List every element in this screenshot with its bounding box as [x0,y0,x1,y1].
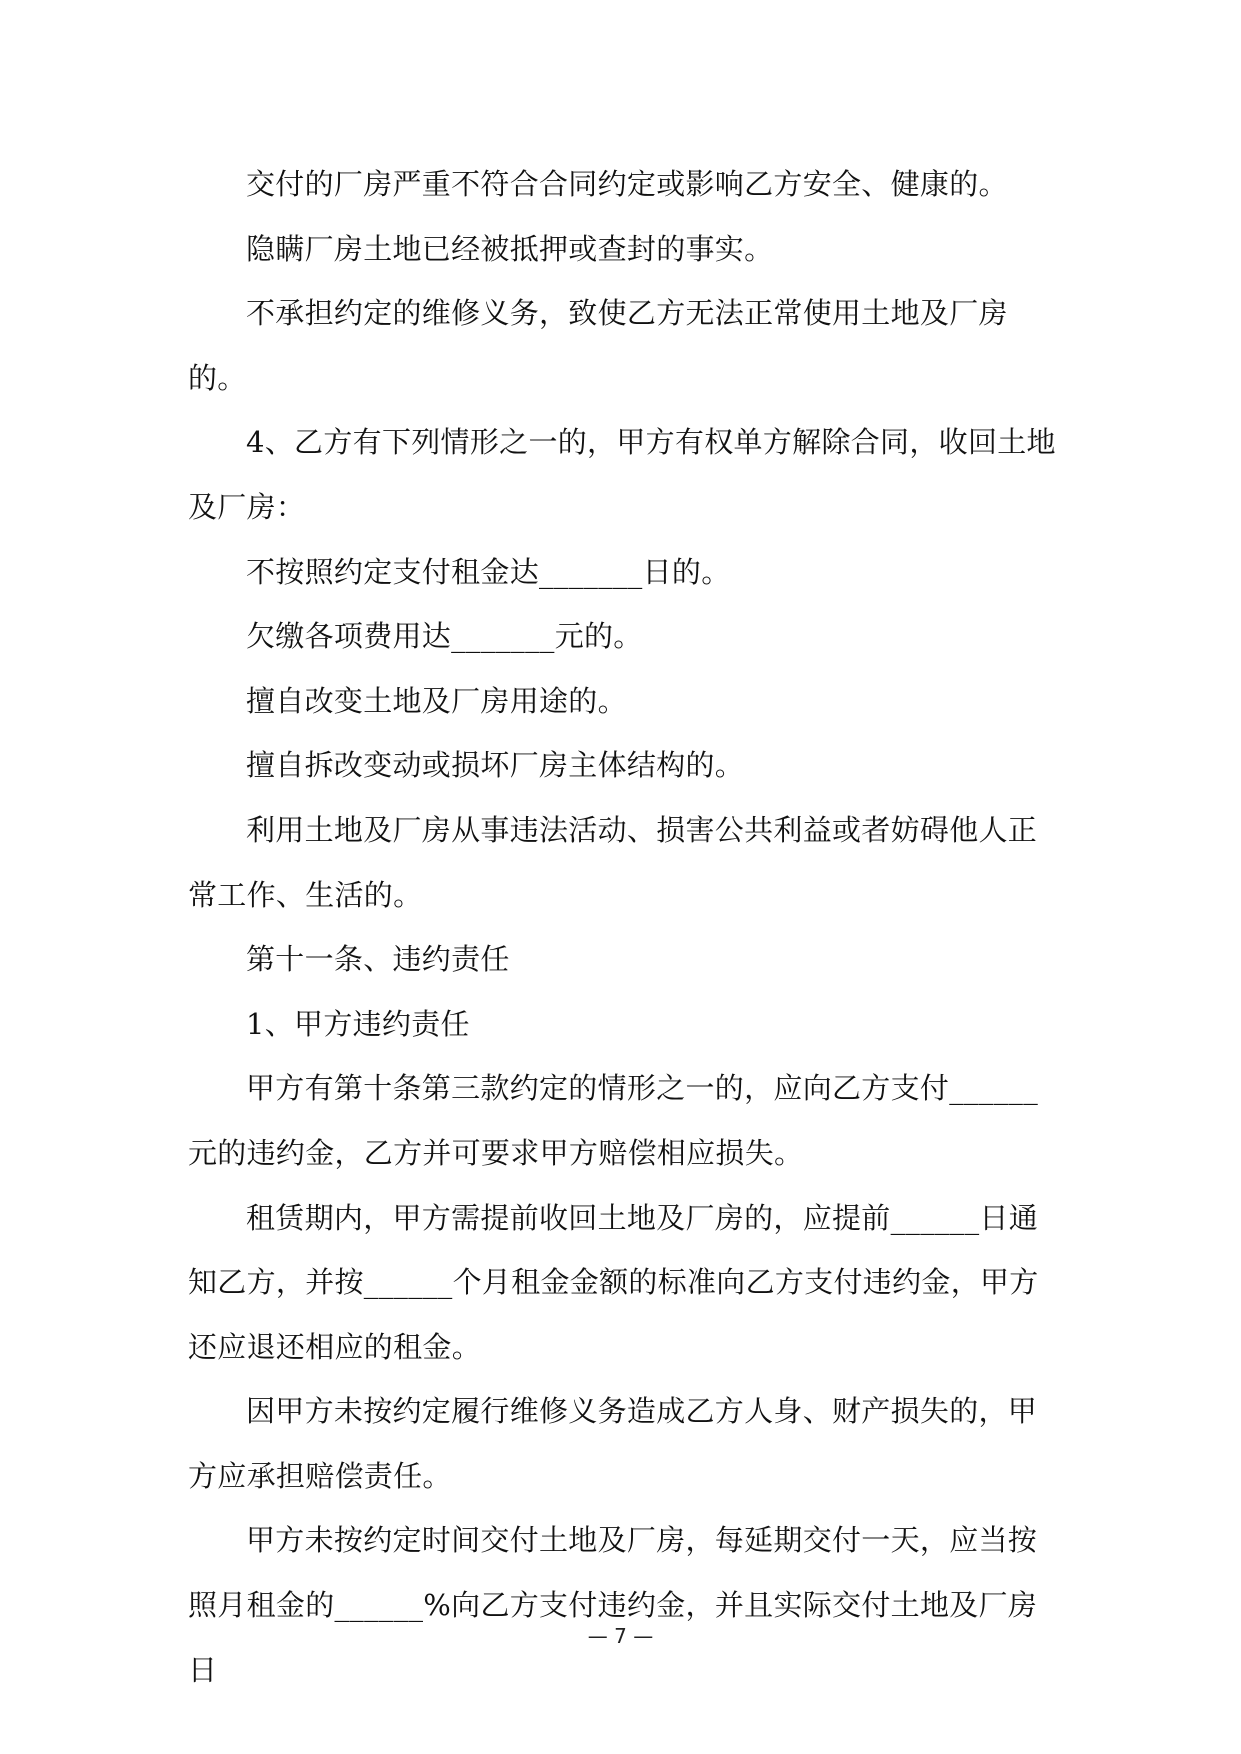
paragraph: 擅自改变土地及厂房用途的。 [246,683,627,718]
paragraph: 利用土地及厂房从事违法活动、损害公共利益或者妨碍他人正常工作、生活的。 [188,812,1038,912]
subsection-heading: 1、甲方违约责任 [246,1006,470,1041]
paragraph: 欠缴各项费用达_______元的。 [246,619,643,654]
paragraph: 甲方未按约定时间交付土地及厂房，每延期交付一天，应当按照月租金的______%向乙方支付违约金，并且实际交付土地及厂房日 [188,1523,1038,1687]
document-body [188,152,1058,1702]
paragraph: 不按照约定支付租金达_______日的。 [246,554,731,589]
page-number: — 7 — [587,1624,654,1648]
paragraph: 交付的厂房严重不符合合同约定或影响乙方安全、健康的。 [246,167,1008,201]
paragraph: 4、乙方有下列情形之一的，甲方有权单方解除合同，收回土地及厂房： [188,425,1056,524]
paragraph: 隐瞒厂房土地已经被抵押或查封的事实。 [246,231,774,266]
paragraph: 因甲方未按约定履行维修义务造成乙方人身、财产损失的，甲方应承担赔偿责任。 [188,1394,1038,1493]
paragraph: 擅自拆改变动或损坏厂房主体结构的。 [246,748,745,783]
section-heading: 第十一条、违约责任 [246,942,510,977]
paragraph: 租赁期内，甲方需提前收回土地及厂房的，应提前______日通知乙方，并按______个月租金金额的标准向乙方支付违约金，甲方还应退还相应的租金。 [188,1200,1039,1364]
paragraph: 甲方有第十条第三款约定的情形之一的，应向乙方支付______元的违约金，乙方并可要求甲方赔偿相应损失。 [188,1071,1039,1170]
paragraph: 不承担约定的维修义务，致使乙方无法正常使用土地及厂房的。 [188,296,1008,395]
